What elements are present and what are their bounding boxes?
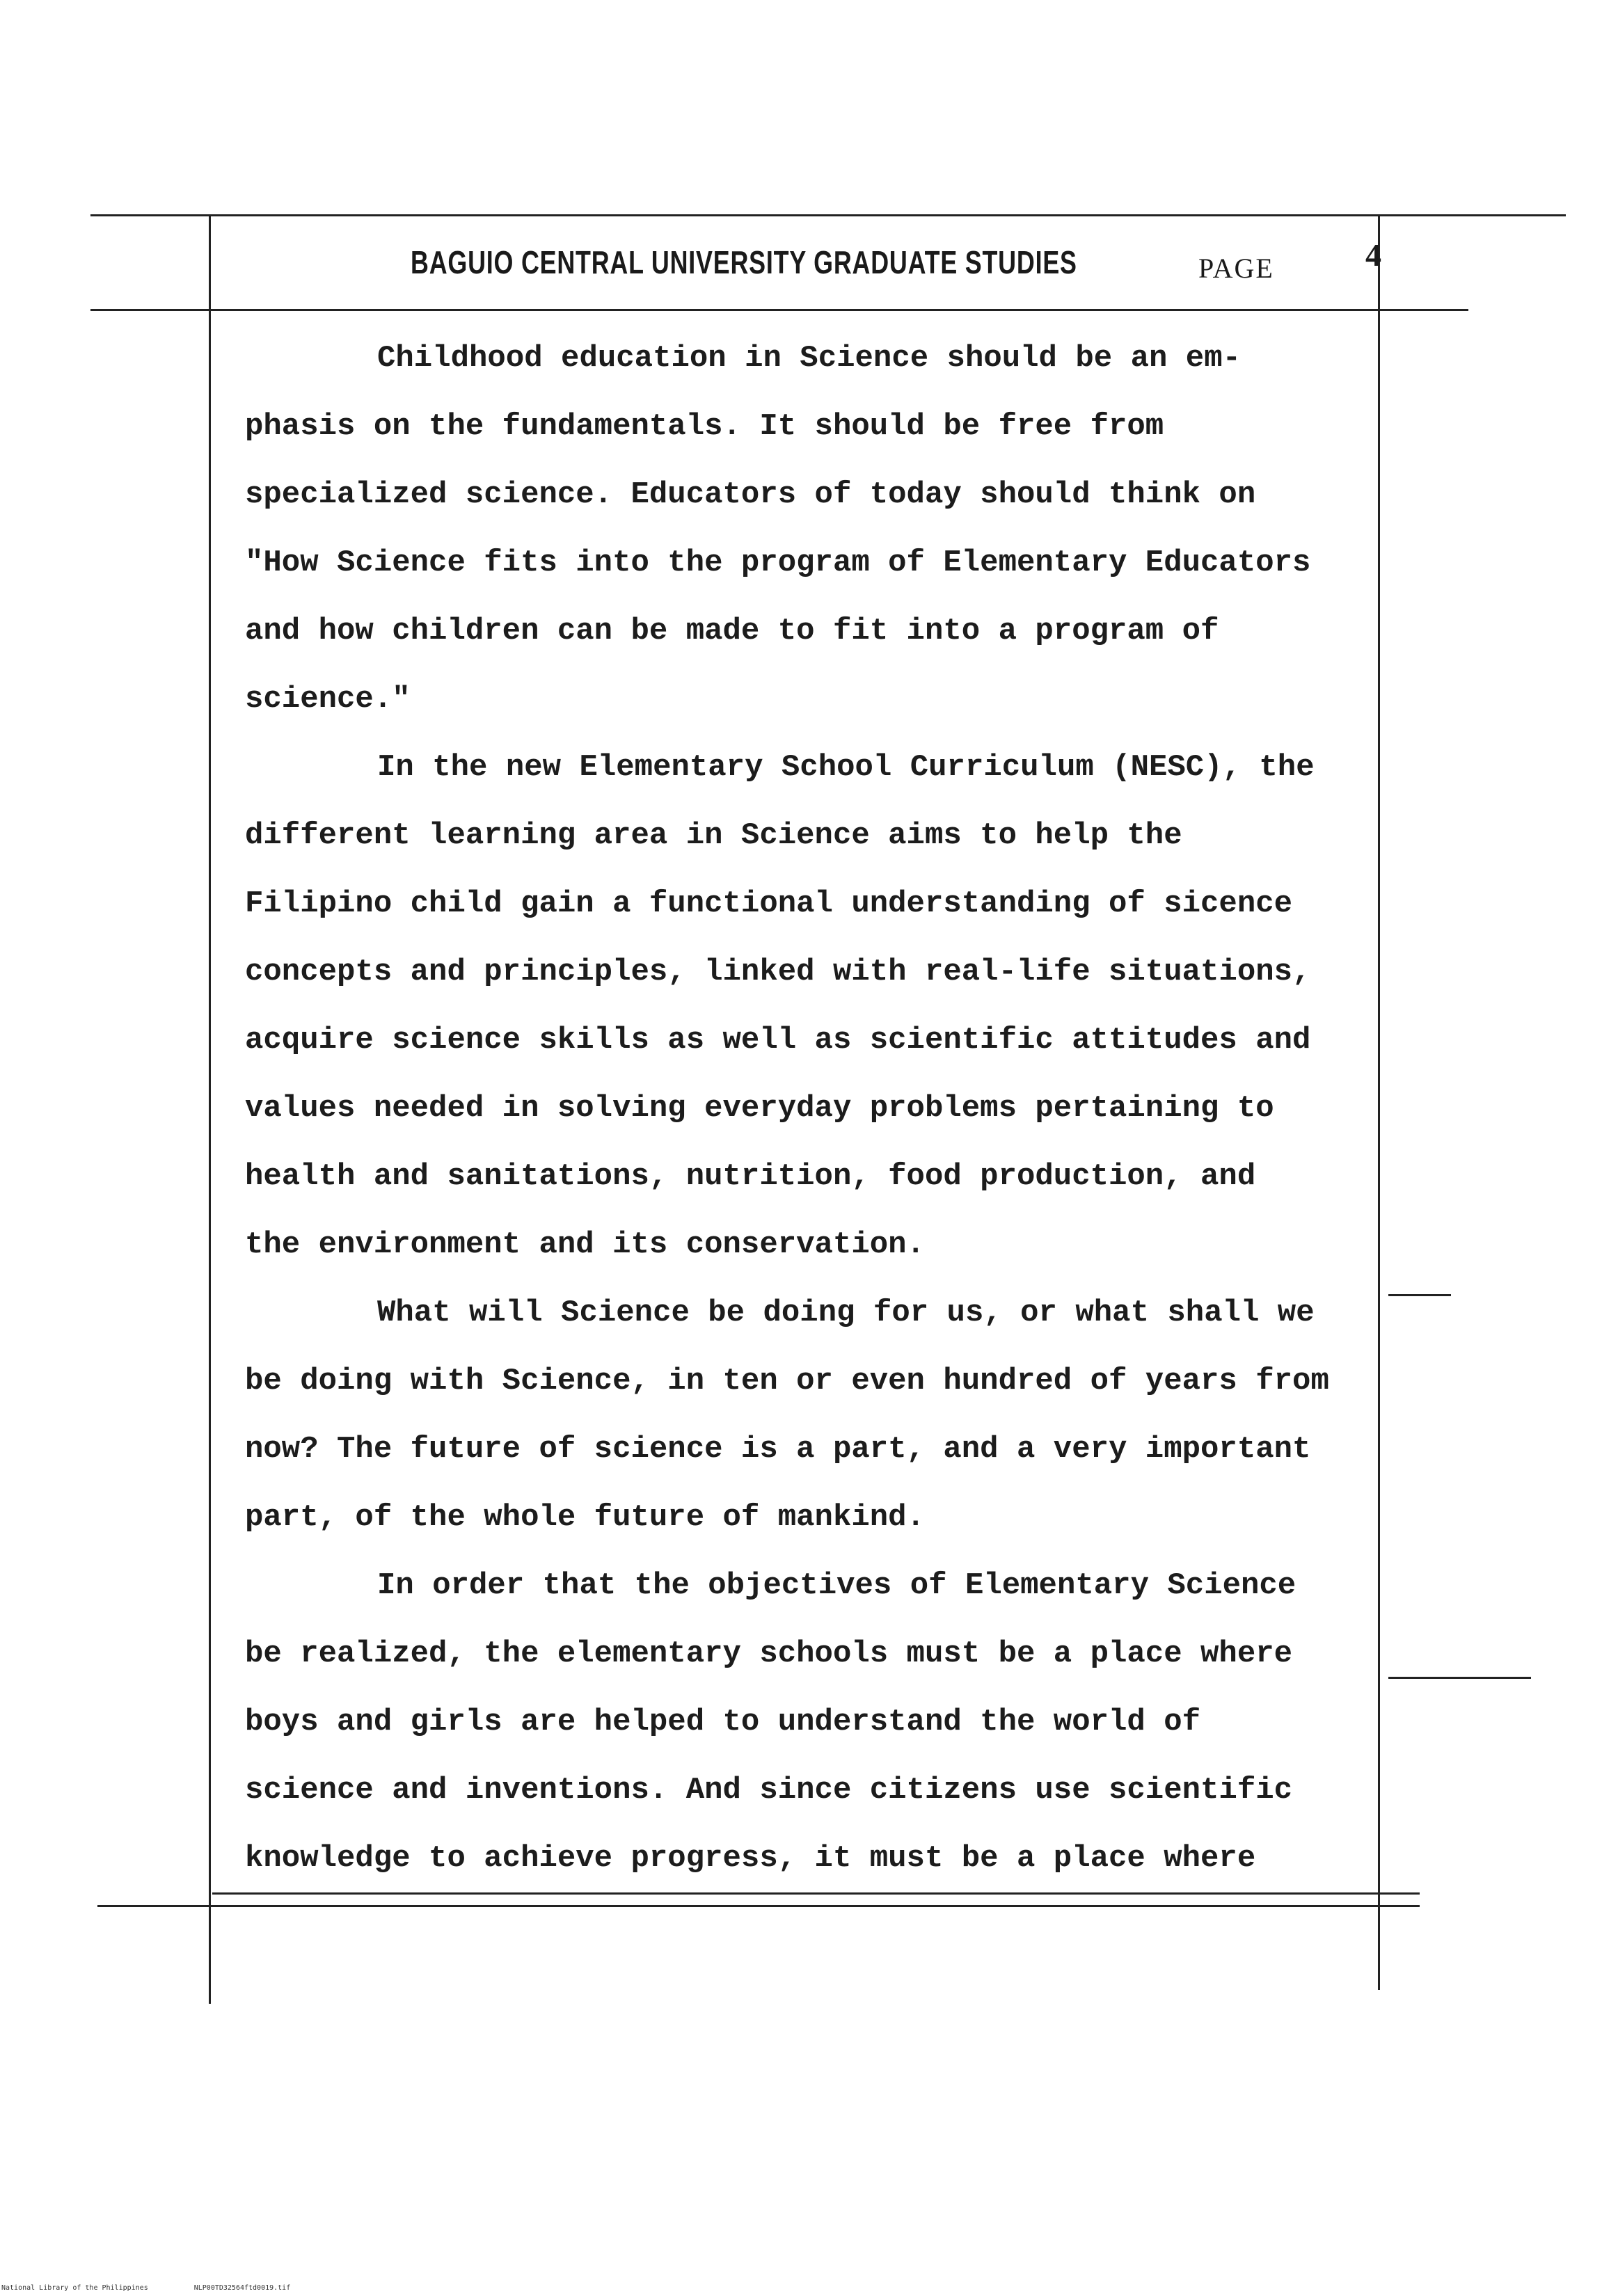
text-line: the environment and its conservation.: [245, 1227, 925, 1262]
page-label: PAGE: [1198, 253, 1274, 284]
text-line: knowledge to achieve progress, it must be a place where: [245, 1841, 1256, 1876]
text-line: be realized, the elementary schools must be a place where: [245, 1636, 1293, 1671]
text-line: "How Science fits into the program of Elementary Educators: [245, 545, 1311, 580]
page-number: 4: [1365, 237, 1381, 273]
text-line: In the new Elementary School Curriculum (NESC), the: [377, 750, 1315, 785]
text-line: values needed in solving everyday problems pertaining to: [245, 1091, 1274, 1126]
text-line: specialized science. Educators of today should think on: [245, 477, 1256, 512]
text-line: boys and girls are helped to understand the world of: [245, 1705, 1201, 1739]
text-line: acquire science skills as well as scientific attitudes and: [245, 1023, 1311, 1058]
margin-tick-right-1: [1388, 1294, 1451, 1296]
bottom-rule: [212, 1892, 1420, 1895]
text-line: health and sanitations, nutrition, food production, and: [245, 1159, 1256, 1194]
left-margin-rule: [209, 216, 211, 2004]
file-id: NLP00TD32564ftd0019.tif: [193, 2284, 291, 2292]
top-rule: [90, 214, 1566, 216]
text-line: part, of the whole future of mankind.: [245, 1500, 925, 1535]
text-line: phasis on the fundamentals. It should be free from: [245, 409, 1164, 444]
text-line: Childhood education in Science should be an em-: [377, 341, 1242, 376]
text-line: What will Science be doing for us, or what shall we: [377, 1296, 1315, 1330]
text-line: science.": [245, 682, 411, 717]
text-line: concepts and principles, linked with real-life situations,: [245, 955, 1311, 989]
text-line: Filipino child gain a functional understanding of sicence: [245, 886, 1293, 921]
lower-rule: [97, 1905, 1420, 1907]
library-name: National Library of the Philippines: [1, 2284, 148, 2292]
margin-tick-right-2: [1388, 1677, 1531, 1679]
text-line: different learning area in Science aims to help the: [245, 818, 1182, 853]
scan-credit: [1, 2284, 290, 2292]
text-line: now? The future of science is a part, and a very important: [245, 1432, 1311, 1467]
text-line: and how children can be made to fit into a program of: [245, 614, 1219, 648]
header-rule: [90, 309, 1468, 311]
text-line: be doing with Science, in ten or even hundred of years from: [245, 1364, 1329, 1398]
page-title: BAGUIO CENTRAL UNIVERSITY GRADUATE STUDIES: [411, 244, 1077, 280]
text-line: science and inventions. And since citizens use scientific: [245, 1773, 1293, 1808]
body-text: [245, 324, 1386, 1892]
text-line: In order that the objectives of Elementary Science: [377, 1568, 1296, 1603]
